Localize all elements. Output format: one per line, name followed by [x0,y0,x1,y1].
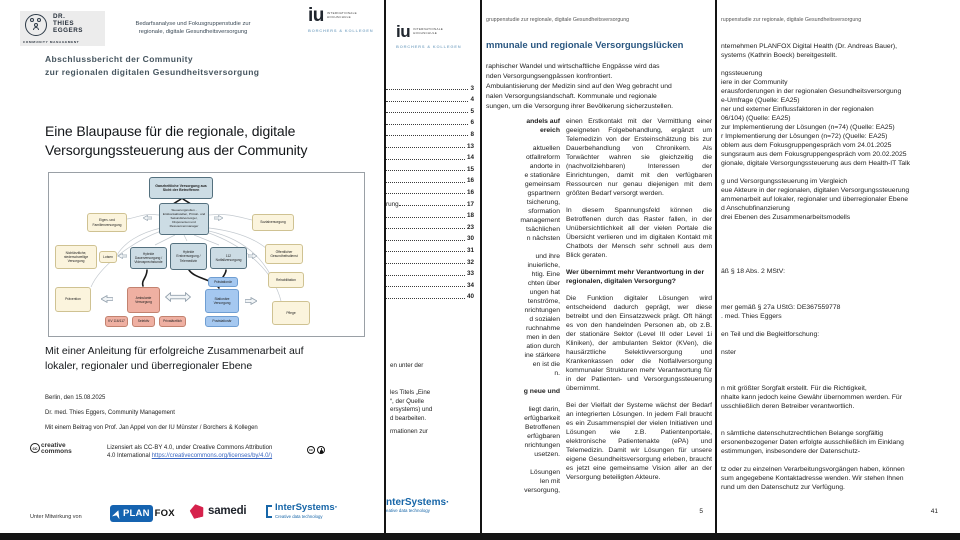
page-number: 5 [699,508,703,515]
creative-commons-logo: cc creative commons [30,443,72,455]
toc-page-number: 40 [466,293,474,301]
toc-entry[interactable] [386,80,474,92]
text-line-fragment [721,258,957,267]
footer-label: Unter Mitwirkung von [30,514,82,520]
cc-icon: cc [30,443,40,453]
paragraph: In diesem Spannungsfeld können die Betroffenen durch das Raster fallen, in der Unübersichtlichkeit all der vielen Portale die Übersicht verlieren und im digitalen Kontakt mit Chatbots der Mensch sehr schnell aus dem Blick geraten. [566,207,712,259]
text-line-fragment: d sozialen [529,316,560,323]
text-line-fragment: Lösungen [530,469,560,476]
text-line: sungen, um die Versorgung ihrer Bevölkerung sicherzustellen. [486,103,674,110]
text-line-fragment: liegt darin, [528,406,560,413]
diagram-node-pflege: Pflege [272,301,310,325]
text-line-fragment: e stationäre [524,172,560,179]
text-line-fragment: ruchnahme [525,325,560,332]
diagram-node-kv-116117: KV 116/117 [105,316,128,327]
toc-dot-leader [386,170,465,171]
text-fragment: ersystems) und [390,406,433,414]
toc-entry[interactable] [386,277,474,289]
license-text: Lizensiert als CC-BY 4.0, under Creative Commons Attribution 4.0 International https://creativecommons.org/licenses/by/4.0/) [107,445,273,459]
toc-entry[interactable] [386,173,474,185]
toc-page-number: 14 [466,154,474,162]
toc-dot-leader [386,101,468,102]
community-people-icon [25,14,47,36]
text-line-fragment [721,456,957,465]
text-line-fragment [721,285,957,294]
toc-dot-leader [386,286,465,287]
text-line-fragment: zur Implementierung der Lösungen (n=74) (Quelle: EA25) [721,124,895,131]
intersystems-logo: InterSystems· Creative data technology [266,503,338,519]
text-line-fragment: nster [721,349,737,356]
iu-hochschule-logo: iu INTERNATIONALE HOCHSCHULE BORCHERS & KOLLEGEN [396,22,462,49]
text-line-fragment [721,276,957,285]
cc-by-badges [307,446,325,454]
diagram-node-steuerungsrollen: Steuerungsrollen - Erstkontaktstellen, Primär- und Sekundärversorger, Disponenten und Ressourcenmanager [159,203,209,235]
cc-by-person-icon [317,446,325,454]
text-line-fragment: nrichtungen [524,307,560,314]
section-title: mmunale und regionale Versorgungslücken [486,40,684,51]
text-line-fragment: sungsraum aus dem Fokusgruppengespräch vom 20.02.2025 [721,151,907,158]
text-line-fragment: tsicherung, [526,199,560,206]
diagram-node-poststationaer: Poststationär [205,316,239,327]
content-page-versorgungsluecken [482,0,715,533]
text-line-fragment: g neue und [523,388,560,395]
text-line-fragment: ngssteuerung [721,70,763,77]
toc-entry[interactable] [386,242,474,254]
toc-page-number: 16 [466,188,474,196]
text-line-fragment: d Anschubfinanzierung [721,205,790,212]
toc-entry[interactable] [386,208,474,220]
toc-entry[interactable] [386,103,474,115]
text-line-fragment: mer gemäß § 27a UStG: DE367559778 [721,304,841,311]
iu-hochschule-logo: iu INTERNATIONALE HOCHSCHULE BORCHERS & KOLLEGEN [308,5,374,33]
text-line-fragment: g und Versorgungssteuerung im Vergleich [721,178,848,185]
paragraph: Wer übernimmt mehr Verantwortung in der regionalen, digitalen Versorgung? [566,269,705,285]
text-line-fragment: . med. Thies Eggers [721,313,782,320]
toc-page-number: 33 [466,270,474,278]
text-line-fragment: n. [554,370,560,377]
text-line-fragment: erausforderungen in der regionalen Gesundheitsversorgung [721,88,902,95]
toc-entry[interactable] [386,184,474,196]
diagram-node-oeffentlicher-gesundheitsdienst: Öffentlicher Gesundheitsdienst [265,244,303,264]
toc-dot-leader [386,147,465,148]
toc-entry[interactable] [386,138,474,150]
toc-dot-leader [386,251,465,252]
diagram-node-hybride-erstversorgung: Hybride Erstversorgung / Telemedizin [170,243,207,270]
text-line-fragment: tsächlichen [525,226,560,233]
arrow-left-icon [143,215,152,221]
samedi-logo: samedi [190,504,246,518]
paragraph: Die Funktion digitaler Lösungen wird entscheidend dadurch geprägt, wer diese betreibt und den Einsatzzweck prägt. Oft hängt es von den handelnden Personen ab, ob z.B. der stationäre Sektor (Level III oder Level 1i Kliniken), der ambulanten Sektor (KVen), die hausärztliche Selektivversorgung und Krankenkassen oder die Notfallversorgung kommunaler Strukturen mehr Verantwortung für in der Patienten- und Versorgungssteuerung übernimmt. [566,295,712,392]
arrow-right-icon [245,297,257,305]
toc-page-number: 3 [470,84,474,92]
text-line-fragment: nternehmen PLANFOX Digital Health (Dr. Andreas Bauer), [721,43,898,50]
text-line-fragment: n nächsten [526,235,560,242]
text-line-fragment: gionale, digitale Versorgungssteuerung aus dem Health-IT Talk [721,160,911,167]
imprint-lines [721,42,957,492]
diagram-node-stationaere-versorgung: Stationäre Versorgung [205,289,239,313]
planfox-logo: PLAN FOX [110,505,175,522]
diagram-node-rehabilitation: Rehabilitation [268,272,304,288]
text-line-fragment: oblem aus dem Fokusgruppengespräch vom 24.01.2025 [721,142,892,149]
text-line-fragment: erfügbarkeit [524,415,560,422]
subtitle: Mit einer Anleitung für erfolgreiche Zusammenarbeit auf lokaler, regionaler und überregionaler Ebene [45,345,304,372]
logo-line: THIES [53,20,75,27]
text-line-fragment: tz oder zu einzelnen Verarbeitungsvorgängen haben, können [721,466,905,473]
arrow-left-icon [118,253,127,259]
text-line-fragment: htig. Eine [531,271,560,278]
imprint-page [717,0,960,533]
text-line-fragment: iere in der Community [721,79,788,86]
text-line-fragment: len mit [539,478,560,485]
license-fragment-block [390,389,432,423]
text-line-fragment: systems (Kathrin Boeck) bereitgestellt. [721,52,837,59]
study-header: Bedarfsanalyse und Fokusgruppenstudie zur regionale, digitale Gesundheitsversorgung [135,21,251,35]
intersystems-logo-partial: nterSystems· eative data technology [386,497,450,513]
diagram-node-privataerztlich: Privatärztlich [159,316,186,327]
toc-dot-leader [386,217,465,218]
toc-page-number: 16 [466,177,474,185]
text-line-fragment: en Teil und die Begleitforschung: [721,331,820,338]
text-line-fragment: ersonenbezogener Daten erfolgte ausschließlich im Einklang [721,439,904,446]
toc-entry[interactable] [386,161,474,173]
toc-page-number: 31 [466,246,474,254]
main-title: Eine Blaupause für die regionale, digitale Versorgungssteuerung aus der Community [45,123,308,158]
running-header: ruppenstudie zur regionale, digitale Gesundheitsversorgung [721,17,862,23]
text-line-fragment [486,459,560,468]
text-line-fragment: inuierliche, [527,262,560,269]
toc-dot-leader [386,135,468,136]
text-line: nalen Versorgungslandschaft. Kommunale und regionale [486,93,657,100]
text-line-fragment [486,396,560,405]
text-line-fragment: Betroffenen [524,424,560,431]
text-line-fragment: gspartnern [527,190,560,197]
arrow-right-icon [248,253,257,259]
toc-dot-leader [386,159,465,160]
text-line-fragment [486,378,560,387]
author-line: Dr. med. Thies Eggers, Community Management [45,410,175,416]
toc-page-number: 8 [470,130,474,138]
toc-entry[interactable] [386,126,474,138]
text-line-fragment: ungen hat [529,289,560,296]
text-line-fragment: gemeinsam [524,181,560,188]
logo-subline: COMMUNITY MANAGEMENT [23,40,80,44]
toc-page-number: 5 [470,107,474,115]
arrow-double-icon [165,292,191,302]
toc-entry[interactable] [386,115,474,127]
diagram-node-eigenversorgung: Eigen- und Familienversorgung [87,213,127,232]
toc-dot-leader [386,228,465,229]
planfox-arrow-icon [112,508,122,518]
text-line-fragment: n mit größter Sorgfalt erstellt. Für die Richtigkeit, [721,385,867,392]
text-line-fragment: eue Akteure in der regionalen, digitalen Versorgungssteuerung [721,187,910,194]
text-line: raphischer Wandel und wirtschaftliche Engpässe wird das [486,63,660,70]
text-line-fragment: aktuellen [532,145,560,152]
toc-entry[interactable] [386,266,474,278]
text-line-fragment: n sämtliche datenschutzrechtlichen Belange sorgfältig [721,430,884,437]
contribution-line: Mit einem Beitrag von Prof. Jan Appel von der IU Münster / Borchers & Kollegen [45,425,258,431]
text-line-fragment: e-Umfrage (Quelle: EA25) [721,97,800,104]
toc-dot-leader [386,263,465,264]
toc-page-number: 30 [466,235,474,243]
text-line-fragment [721,249,957,258]
arrow-left-icon [101,295,113,303]
toc-page-number: 4 [470,96,474,104]
diagram-node-sozialversorgung: Sozialversorgung [252,214,294,231]
text-line-fragment [721,366,957,375]
toc-entry-text: rung [386,200,399,208]
toc-page-strip [386,0,480,533]
text-line-fragment: chten über [527,280,560,287]
toc-dot-leader [386,112,468,113]
toc-entry[interactable] [386,231,474,243]
text-line-fragment: rund um den Datenschutz zur Verfügung. [721,484,845,491]
text-line-fragment [721,375,957,384]
text-line-fragment [721,321,957,330]
toc-page-number: 13 [466,142,474,150]
diagram-node-lotsen: Lotsen [99,251,117,263]
samedi-pentagon-icon [189,503,206,520]
toc-dot-leader [386,89,468,90]
text-line-fragment: en ist die [532,361,560,368]
text-line-fragment [721,420,957,429]
text-line-fragment [721,222,957,231]
text-line-fragment [721,294,957,303]
text-fragment: “, der Quelle [390,397,425,405]
versorgung-mindmap-diagram [48,172,365,337]
report-title: Abschlussbericht der Community zur regionalen digitalen Gesundheitsversorgung [45,54,260,77]
diagram-node-praevention: Prävention [55,287,91,312]
diagram-node-niederschwellige-versorgung: Nichtärztliche, niederschwellige Versorgung [55,245,97,269]
text-line-fragment [721,339,957,348]
toc-entry[interactable] [386,219,474,231]
text-line-fragment: otfallreform [526,154,560,161]
logo-line: EGGERS [53,27,83,34]
text-line-fragment: drei Ebenen des Zusammenarbeitsmodells [721,214,851,221]
title-page [0,0,384,533]
date-line: Berlin, den 15.08.2025 [45,395,106,401]
column-right [566,117,712,490]
text-line-fragment [721,240,957,249]
text-line-fragment: ammenarbeit auf lokaler, regionaler und überregionaler Ebene [721,196,909,203]
toc-dot-leader [386,182,465,183]
diagram-node-ganzheitliche-versorgung: Ganzheitliche Versorgung aus Sicht der Betroffenen [149,177,213,199]
text-line: Ambulantisierung der Medizin sind auf den Weg gebracht und [486,83,672,90]
toc-page-number: 17 [466,200,474,208]
toc-page-number: 23 [466,223,474,231]
text-line-fragment: nrichtungen [524,442,560,449]
text-line-fragment: äß § 18 Abs. 2 MStV: [721,268,785,275]
text-line-fragment [721,411,957,420]
toc-dot-leader [386,275,465,276]
diagram-node-praestationaer: Prästationär [208,277,238,287]
text-line-fragment [721,60,957,69]
text-line-fragment: r Implementierung der Lösungen (n=72) (Quelle: EA25) [721,133,888,140]
toc-entry[interactable] [386,254,474,266]
page-number: 41 [930,508,938,515]
text-line-fragment: ine stärkere [524,352,560,359]
text-line-fragment: usetzen. [534,451,560,458]
toc-page-number: 15 [466,165,474,173]
text-line-fragment: estimmungen, insbesondere der Datenschutz- [721,448,861,455]
intersystems-bracket-icon [266,505,272,518]
toc-page-number: 6 [470,119,474,127]
text-line-fragment [721,357,957,366]
text-line-fragment: usschließlich deren Betreiber verantwortlich. [721,403,855,410]
running-header: gruppenstudie zur regionale, digitale Gesundheitsversorgung [486,17,630,23]
text-line-fragment: tenströme, [527,298,560,305]
text-line-fragment [721,168,957,177]
borchers-kollegen-label: BORCHERS & KOLLEGEN [308,28,374,33]
arrow-right-icon [214,215,223,221]
table-of-contents [386,80,474,300]
column-left-cut [486,117,560,495]
text-fragment: rmationen zur [390,428,428,435]
text-line-fragment: erfügbaren [527,433,560,440]
text-line-fragment: nhalte kann jedoch keine Gewähr übernommen werden. Für [721,394,902,401]
text-line-fragment: versorgung, [524,487,560,494]
diagram-node-hybride-dauerversorgung: Hybride Dauerversorgung / Videosprechstunde [130,247,167,269]
text-fragment: d bearbeiten. [390,414,427,422]
cc-license-link[interactable]: https://creativecommons.org/licenses/by/4.0/) [151,453,273,459]
text-line-fragment: management [520,217,560,224]
text-line-fragment: 06/104) (Quelle: EA25) [721,115,791,122]
text-line-fragment: sum angegebene Kontaktadresse wenden. Wir stehen Ihnen [721,475,904,482]
diagram-node-112-notfallversorgung: 112 Notfallversorgung [210,247,247,269]
text-line-fragment: andels auf [526,118,560,125]
text-line-fragment: men in den [526,334,560,341]
toc-entry[interactable] [386,92,474,104]
toc-dot-leader [386,298,465,299]
text-line-fragment: andorte in [529,163,560,170]
text-fragment: les Titels „Eine [390,389,431,396]
paragraph: einen Erstkontakt mit der Vermittlung einer geeigneten Folgebehandlung, ergänzt um Telemedizin von der Ersteinschätzung bis zur Dauerbehandlung von Chronikern. Als Torwächter wahren sie gleichzeitig die (nachvollziehbaren) Interessen der Einrichtungen, damit mit den verfügbaren Ressourcen nur genau diejenigen mit dem größten Bedarf versorgt werden. [566,118,712,197]
toc-entry[interactable] [386,196,474,208]
intro-paragraph [486,62,712,112]
toc-dot-leader [399,205,465,206]
diagram-node-selektiv: Selektiv [132,316,155,327]
paragraph: Bei der Vielfalt der Systeme wächst der Bedarf an integrierten Lösungen. In jedem Fall braucht es ein Zusammenspiel der vielen Initiativen und Lösungen wie z.B. Patientenportale, elektronische Patientenakte (ePA) und Telemedizin. Damit wir Lösungen für unsere eigene Gesundheitsversorgung erleben, braucht es jetzt eine gemeinsame Vision aller an der Versorgung beteiligten Akteure. [566,402,712,481]
logo-line: DR. [53,13,66,20]
text-line-fragment [486,243,560,252]
text-line-fragment: sformation [528,208,560,215]
cc-badge-icon: cc [307,446,315,454]
text-line-fragment: und ihre [535,253,560,260]
toc-page-number: 32 [466,258,474,266]
toc-page-number: 18 [466,212,474,220]
toc-page-number: 34 [466,281,474,289]
toc-entry[interactable] [386,150,474,162]
text-line-fragment [486,135,560,144]
text-line-fragment: ereich [539,127,560,134]
toc-dot-leader [386,124,468,125]
text-line-fragment [721,231,957,240]
text-line-fragment: ation durch [526,343,560,350]
toc-dot-leader [386,240,465,241]
diagram-node-ambulante-versorgung: Ambulante Versorgung [127,287,160,313]
text-fragment: en unter der [390,362,424,369]
eggers-community-logo [20,11,105,46]
toc-entry[interactable] [386,289,474,301]
text-line: nden Versorgungsengpässen konfrontiert. [486,73,613,80]
toc-dot-leader [386,193,465,194]
text-line-fragment: ner und externer Einflussfaktoren in der regionalen [721,106,874,113]
